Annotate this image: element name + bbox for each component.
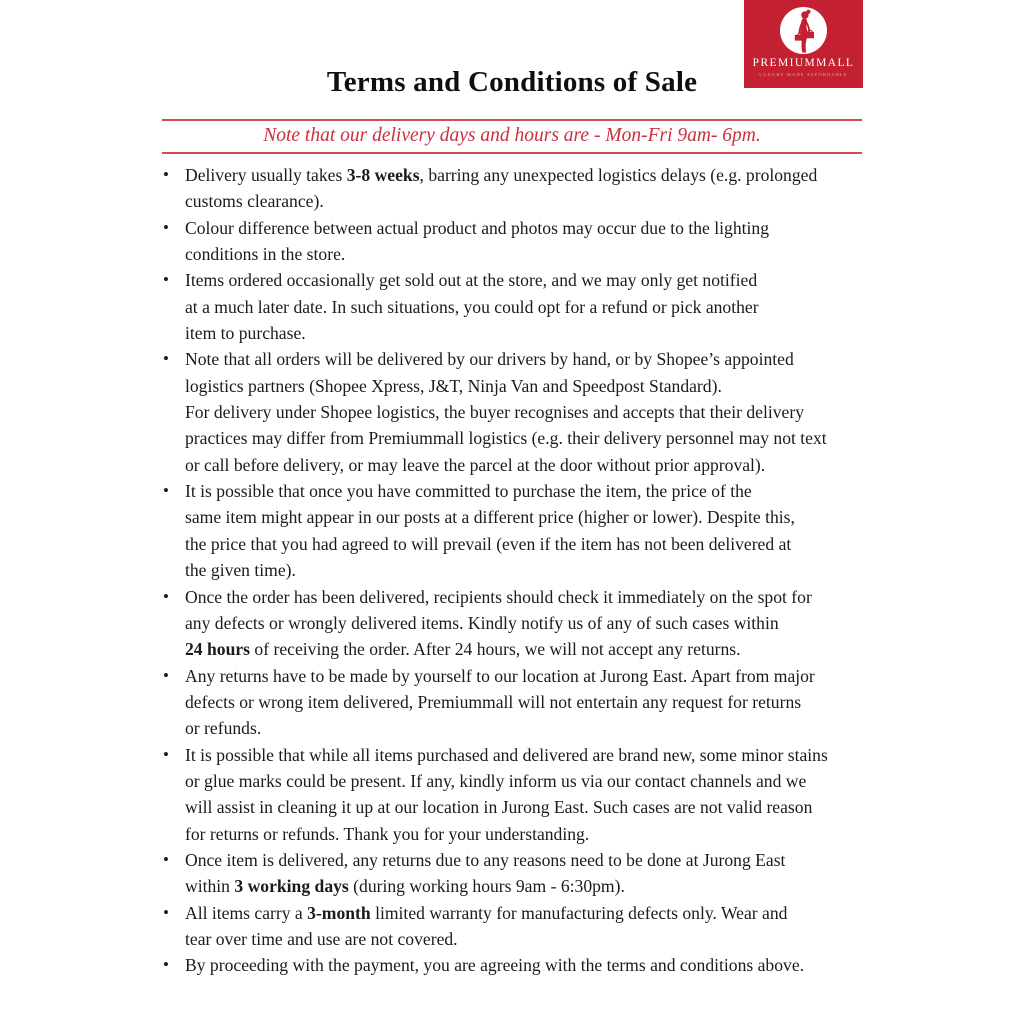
term-line — [185, 715, 878, 741]
term-line — [185, 294, 878, 320]
term-text-bold-segment: 3-8 weeks — [346, 165, 420, 185]
term-text — [185, 952, 878, 978]
term-text-segment: for returns or refunds. Thank you for your understanding. — [185, 823, 590, 844]
terms-list — [162, 162, 878, 979]
term-item — [162, 215, 878, 268]
bullet-icon: • — [163, 481, 169, 501]
term-text-segment: will assist in cleaning it up at our location in Jurong East. Such cases are not valid reason — [185, 797, 813, 818]
term-line — [185, 504, 878, 530]
term-text — [185, 267, 878, 346]
term-text-segment: defects or wrong item delivered, Premiummall will not entertain any request for returns — [185, 691, 802, 712]
term-text-segment: or call before delivery, or may leave the parcel at the door without prior approval). — [185, 454, 766, 475]
logo-tagline-text: LUXURY MADE AFFORDABLE — [759, 71, 848, 77]
term-text-segment: or refunds. — [185, 718, 262, 739]
term-text-segment: the price that you had agreed to will prevail (even if the item has not been delivered at — [185, 533, 792, 554]
term-line — [185, 478, 878, 504]
term-line — [185, 241, 878, 267]
term-line — [185, 373, 878, 399]
bullet-icon: • — [163, 270, 169, 290]
term-line — [185, 399, 878, 425]
term-text-segment: It is possible that once you have committed to purchase the item, the price of the — [185, 481, 752, 502]
page-title: Terms and Conditions of Sale — [326, 66, 698, 98]
bullet-icon: • — [163, 955, 169, 975]
term-line — [185, 794, 878, 820]
woman-with-shopping-bags-icon — [780, 7, 827, 54]
term-text — [185, 584, 878, 663]
term-line — [185, 610, 878, 636]
term-text-segment: customs clearance). — [185, 191, 324, 212]
term-text-segment: Any returns have to be made by yourself to our location at Jurong East. Apart from major — [185, 665, 815, 686]
term-text — [185, 900, 878, 953]
bullet-icon: • — [163, 165, 169, 184]
term-text-segment: limited warranty for manufacturing defects only. Wear and — [370, 902, 788, 923]
term-line — [185, 557, 878, 583]
term-text-segment: of receiving the order. After 24 hours, we will not accept any returns. — [250, 639, 741, 660]
term-text-segment: Colour difference between actual product and photos may occur due to the lighting — [185, 217, 769, 238]
term-line — [185, 663, 878, 689]
term-text-segment: All items carry a — [185, 902, 308, 923]
term-line — [185, 531, 878, 557]
term-text-segment: logistics partners (Shopee Xpress, J&T, Ninja Van and Speedpost Standard). — [185, 375, 722, 396]
term-text-segment: Once item is delivered, any returns due to any reasons need to be done at Jurong East — [185, 849, 786, 870]
term-text-segment: any defects or wrongly delivered items. Kindly notify us of any of such cases within — [185, 612, 779, 633]
term-line — [185, 215, 878, 241]
term-line — [185, 821, 878, 847]
term-text-segment: It is possible that while all items purchased and delivered are brand new, some minor stains — [185, 744, 828, 765]
term-text-segment: same item might appear in our posts at a different price (higher or lower). Despite this, — [185, 507, 795, 528]
term-item — [162, 952, 878, 978]
term-text — [185, 663, 878, 742]
term-item — [162, 267, 878, 346]
term-text-bold-segment: 3-month — [307, 902, 371, 923]
bullet-icon: • — [163, 586, 169, 606]
term-text-segment: practices may differ from Premiummall logistics (e.g. their delivery personnel may not text — [185, 428, 827, 449]
bullet-icon: • — [163, 217, 169, 237]
term-item — [162, 900, 878, 953]
bullet-icon: • — [163, 849, 169, 869]
term-text-bold-segment: 24 hours — [185, 639, 251, 660]
term-item — [162, 346, 878, 478]
logo-brand-text: PREMIUMMALL — [752, 57, 855, 69]
term-line — [185, 162, 878, 188]
bullet-icon: • — [163, 902, 169, 922]
term-text-segment: item to purchase. — [185, 323, 306, 344]
term-text-segment: By proceeding with the payment, you are agreeing with the terms and conditions above. — [185, 955, 805, 976]
term-line — [185, 926, 878, 952]
term-line — [185, 320, 878, 346]
term-text-segment: Items ordered occasionally get sold out at the store, and we may only get notified — [185, 270, 758, 291]
term-text — [185, 742, 878, 847]
term-text — [185, 478, 878, 583]
term-text-segment: within — [185, 876, 235, 897]
term-line — [185, 636, 878, 662]
term-item — [162, 478, 878, 583]
term-line — [185, 188, 878, 214]
bullet-icon: • — [163, 349, 169, 369]
term-item — [162, 162, 878, 215]
term-text-segment: conditions in the store. — [185, 244, 346, 265]
term-item — [162, 663, 878, 742]
term-line — [185, 742, 878, 768]
term-text-segment: Note that all orders will be delivered by our drivers by hand, or by Shopee’s appointed — [185, 349, 794, 370]
term-line — [185, 873, 878, 899]
bullet-icon: • — [163, 744, 169, 764]
term-text-segment: For delivery under Shopee logistics, the buyer recognises and accepts that their delivery — [185, 402, 805, 423]
term-line — [185, 425, 878, 451]
term-text-segment: at a much later date. In such situations, you could opt for a refund or pick another — [185, 296, 759, 317]
term-item — [162, 584, 878, 663]
term-line — [185, 584, 878, 610]
term-item — [162, 847, 878, 900]
term-text — [185, 346, 878, 478]
delivery-note-band — [162, 119, 862, 154]
term-line — [185, 346, 878, 372]
term-text — [185, 847, 878, 900]
term-line — [185, 768, 878, 794]
bullet-icon: • — [163, 665, 169, 685]
term-line — [185, 952, 878, 978]
term-text-segment: tear over time and use are not covered. — [185, 928, 458, 949]
term-text-segment: or glue marks could be present. If any, kindly inform us via our contact channels and we — [185, 770, 807, 791]
term-text-segment: Delivery usually takes — [185, 165, 347, 185]
term-text-segment: , barring any unexpected logistics delays (e.g. prolonged — [419, 165, 818, 185]
term-text-segment: the given time). — [185, 560, 296, 581]
term-item — [162, 742, 878, 847]
term-text-bold-segment: 3 working days — [234, 876, 349, 897]
term-text-segment: (during working hours 9am - 6:30pm). — [348, 876, 625, 897]
term-text-segment: Once the order has been delivered, recipients should check it immediately on the spot for — [185, 586, 812, 607]
term-line — [185, 267, 878, 293]
term-line — [185, 900, 878, 926]
term-text — [185, 162, 878, 215]
delivery-note: Note that our delivery days and hours are - Mon-Fri 9am- 6pm. — [263, 125, 761, 146]
term-text — [185, 215, 878, 268]
term-line — [185, 847, 878, 873]
term-line — [185, 452, 878, 478]
term-line — [185, 689, 878, 715]
